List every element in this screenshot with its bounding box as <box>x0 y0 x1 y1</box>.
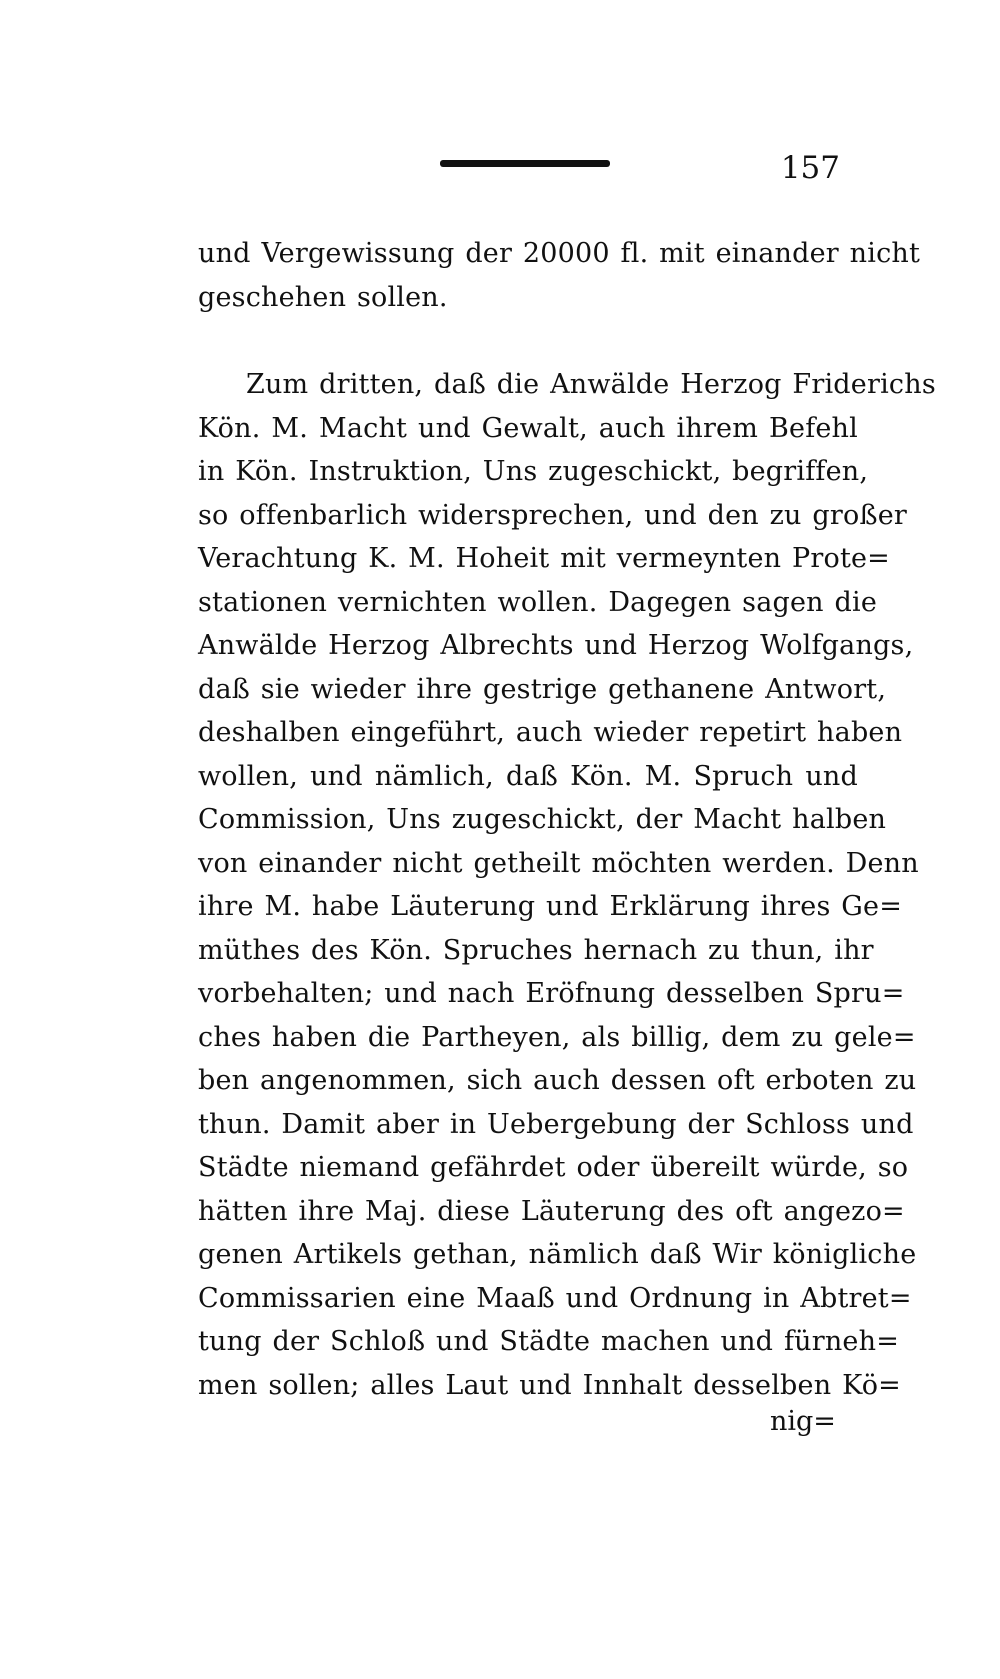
text-line: ches haben die Partheyen, als billig, dem zu gele= <box>198 1021 916 1053</box>
text-line: Verachtung K. M. Hoheit mit vermeynten Prote= <box>198 543 891 574</box>
text-line: deshalben eingeführt, auch wieder repetirt haben <box>198 717 903 748</box>
text-line: tung der Schloß und Städte machen und fürneh= <box>198 1326 900 1357</box>
text-line: Anwälde Herzog Albrechts und Herzog Wolfgangs, <box>198 630 914 661</box>
text-line: Kön. M. Macht und Gewalt, auch ihrem Befehl <box>198 412 858 444</box>
text-line: Zum dritten, daß die Anwälde Herzog Friderichs <box>246 369 936 400</box>
text-line: men sollen; alles Laut und Innhalt desselben Kö= <box>198 1369 902 1401</box>
text-line: ben angenommen, sich auch dessen oft erboten zu <box>198 1065 917 1096</box>
text-line: so offenbarlich widersprechen, und den zu großer <box>198 499 907 531</box>
catchword: nig= <box>770 1406 836 1437</box>
text-line: ihre M. habe Läuterung und Erklärung ihres Ge= <box>198 891 903 922</box>
text-line: geschehen sollen. <box>198 281 448 313</box>
text-line: thun. Damit aber in Uebergebung der Schloss und <box>198 1108 914 1140</box>
text-line: genen Artikels gethan, nämlich daß Wir königliche <box>198 1239 917 1270</box>
text-line: müthes des Kön. Spruches hernach zu thun, ihr <box>198 934 874 966</box>
body-text <box>198 232 936 1407</box>
text-line: vorbehalten; und nach Eröfnung desselben Spru= <box>198 978 905 1009</box>
text-line: hätten ihre Maj. diese Läuterung des oft angezo= <box>198 1195 905 1227</box>
text-line: von einander nicht getheilt möchten werden. Denn <box>198 847 919 879</box>
text-line: Commission, Uns zugeschickt, der Macht halben <box>198 804 887 835</box>
text-line: und Vergewissung der 20000 fl. mit einander nicht <box>198 238 921 269</box>
header-rule <box>440 160 610 167</box>
text-line: stationen vernichten wollen. Dagegen sagen die <box>198 586 878 618</box>
text-line: wollen, und nämlich, daß Kön. M. Spruch und <box>198 760 858 792</box>
page-number: 157 <box>780 150 840 186</box>
text-line: Städte niemand gefährdet oder übereilt würde, so <box>198 1152 909 1183</box>
text-line: daß sie wieder ihre gestrige gethanene Antwort, <box>198 673 887 705</box>
text-line: in Kön. Instruktion, Uns zugeschickt, begriffen, <box>198 456 869 487</box>
paragraph-gap <box>198 319 858 363</box>
text-line: Commissarien eine Maaß und Ordnung in Abtret= <box>198 1282 912 1314</box>
